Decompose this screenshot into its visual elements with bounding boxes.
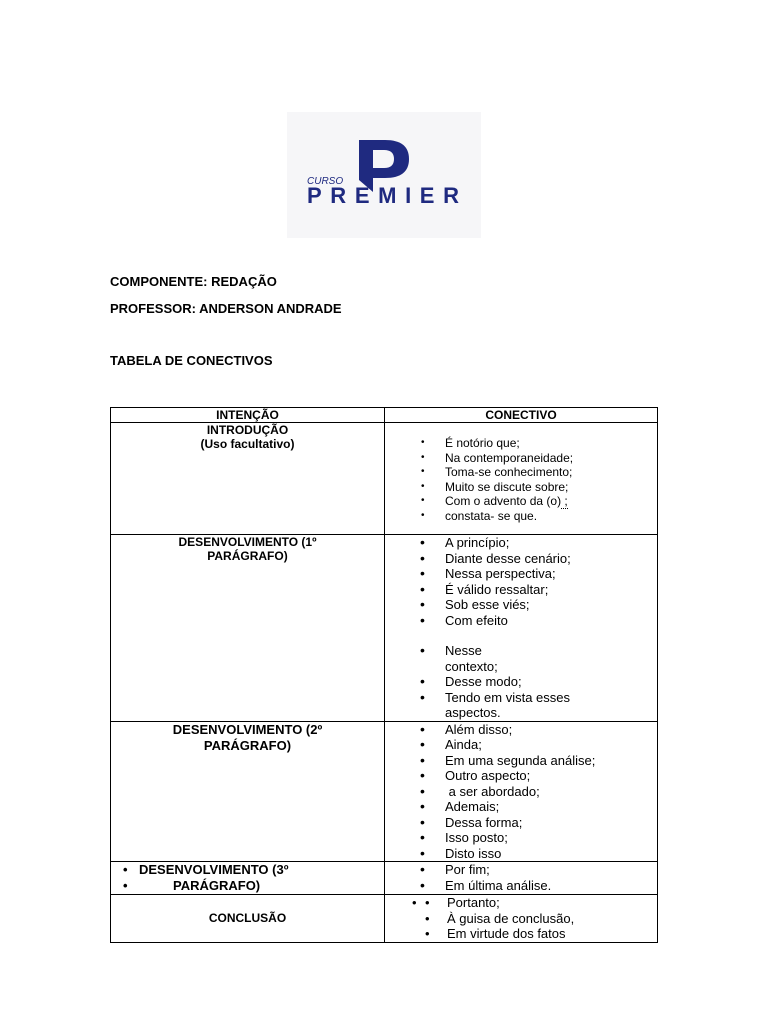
header-conectivo: CONECTIVO (385, 408, 658, 423)
list-item: • Com efeito (385, 613, 657, 629)
curso-premier-logo (287, 112, 481, 238)
list-item: • Nessa perspectiva; (385, 566, 657, 582)
professor-heading: PROFESSOR: ANDERSON ANDRADE (110, 301, 342, 316)
logo-brand-text: PREMIER (307, 183, 459, 208)
list-item: • Disto isso (385, 846, 657, 862)
table-title: TABELA DE CONECTIVOS (110, 353, 273, 368)
list-item: • Em última análise. (385, 878, 657, 894)
dev3-label-list (111, 862, 384, 894)
dev2-list (385, 722, 657, 862)
list-item: • Ainda; (385, 737, 657, 753)
list-item: • Por fim; (385, 862, 657, 878)
list-item: • Dessa forma; (385, 815, 657, 831)
row-desenvolvimento-2 (111, 721, 658, 862)
component-heading: COMPONENTE: REDAÇÃO (110, 274, 277, 289)
conclusion-list (385, 895, 657, 942)
row-desenvolvimento-1 (111, 535, 658, 722)
dev3-list (385, 862, 657, 893)
conectivo-introducao (385, 423, 658, 535)
list-item: • Sob esse viés; (385, 597, 657, 613)
intencao-desenvolvimento-1: DESENVOLVIMENTO (1º PARÁGRAFO) (111, 535, 385, 722)
intencao-desenvolvimento-2 (111, 721, 385, 862)
list-item: • Diante desse cenário; (385, 551, 657, 567)
list-item: • Toma-se conhecimento; (385, 465, 657, 480)
intro-label: INTRODUÇÃO (206, 423, 289, 437)
intro-list (385, 436, 657, 523)
dev2-label-line2: PARÁGRAFO) (203, 737, 292, 753)
list-item (385, 494, 657, 509)
list-item: • Na contemporaneidade; (385, 451, 657, 466)
list-item-text: Com o advento da (o) (445, 494, 562, 508)
list-item: • É notório que; (385, 436, 657, 451)
conectivo-conclusao (385, 895, 658, 943)
list-item: • Ademais; (385, 799, 657, 815)
header-intencao: INTENÇÃO (111, 408, 385, 423)
list-item: • A princípio; (385, 535, 657, 551)
dev1-list-b (385, 643, 571, 721)
list-item: • Isso posto; (385, 830, 657, 846)
list-item: • Tendo em vista esses aspectos. (385, 690, 605, 721)
conectivo-desenvolvimento-2 (385, 721, 658, 862)
intencao-desenvolvimento-3 (111, 862, 385, 895)
list-item: • PARÁGRAFO) (111, 878, 384, 894)
list-item: • Outro aspecto; (385, 768, 657, 784)
list-item: • À guisa de conclusão, (385, 911, 657, 927)
logo-graphic (287, 112, 481, 238)
row-conclusao (111, 895, 658, 943)
dev1-list-a (385, 535, 657, 628)
list-item-suffix: ; (561, 494, 568, 508)
list-item: • constata- se que. (385, 509, 657, 524)
list-gap (385, 628, 657, 643)
row-introducao (111, 423, 658, 535)
list-item: • Nesse contexto; (385, 643, 535, 674)
list-item: • Em virtude dos fatos (385, 926, 657, 942)
list-item: • Portanto; • (385, 895, 657, 911)
intencao-conclusao: CONCLUSÃO (111, 895, 385, 943)
list-item: • Desse modo; (385, 674, 535, 690)
row-desenvolvimento-3 (111, 862, 658, 895)
list-item: • Em uma segunda análise; (385, 753, 657, 769)
list-item: • É válido ressaltar; (385, 582, 657, 598)
conectivo-desenvolvimento-3 (385, 862, 658, 895)
intencao-introducao (111, 423, 385, 535)
list-item: • DESENVOLVIMENTO (3º (111, 862, 384, 878)
list-item: • a ser abordado; (385, 784, 657, 800)
list-item: • Muito se discute sobre; (385, 480, 657, 495)
table-header-row (111, 408, 658, 423)
conectivo-desenvolvimento-1 (385, 535, 658, 722)
intro-sublabel: (Uso facultativo) (200, 437, 295, 451)
logo-curso-text: CURSO (307, 176, 344, 187)
dev2-label-line1: DESENVOLVIMENTO (2º (172, 721, 323, 737)
connectives-table (110, 407, 658, 943)
list-item: • Além disso; (385, 722, 657, 738)
